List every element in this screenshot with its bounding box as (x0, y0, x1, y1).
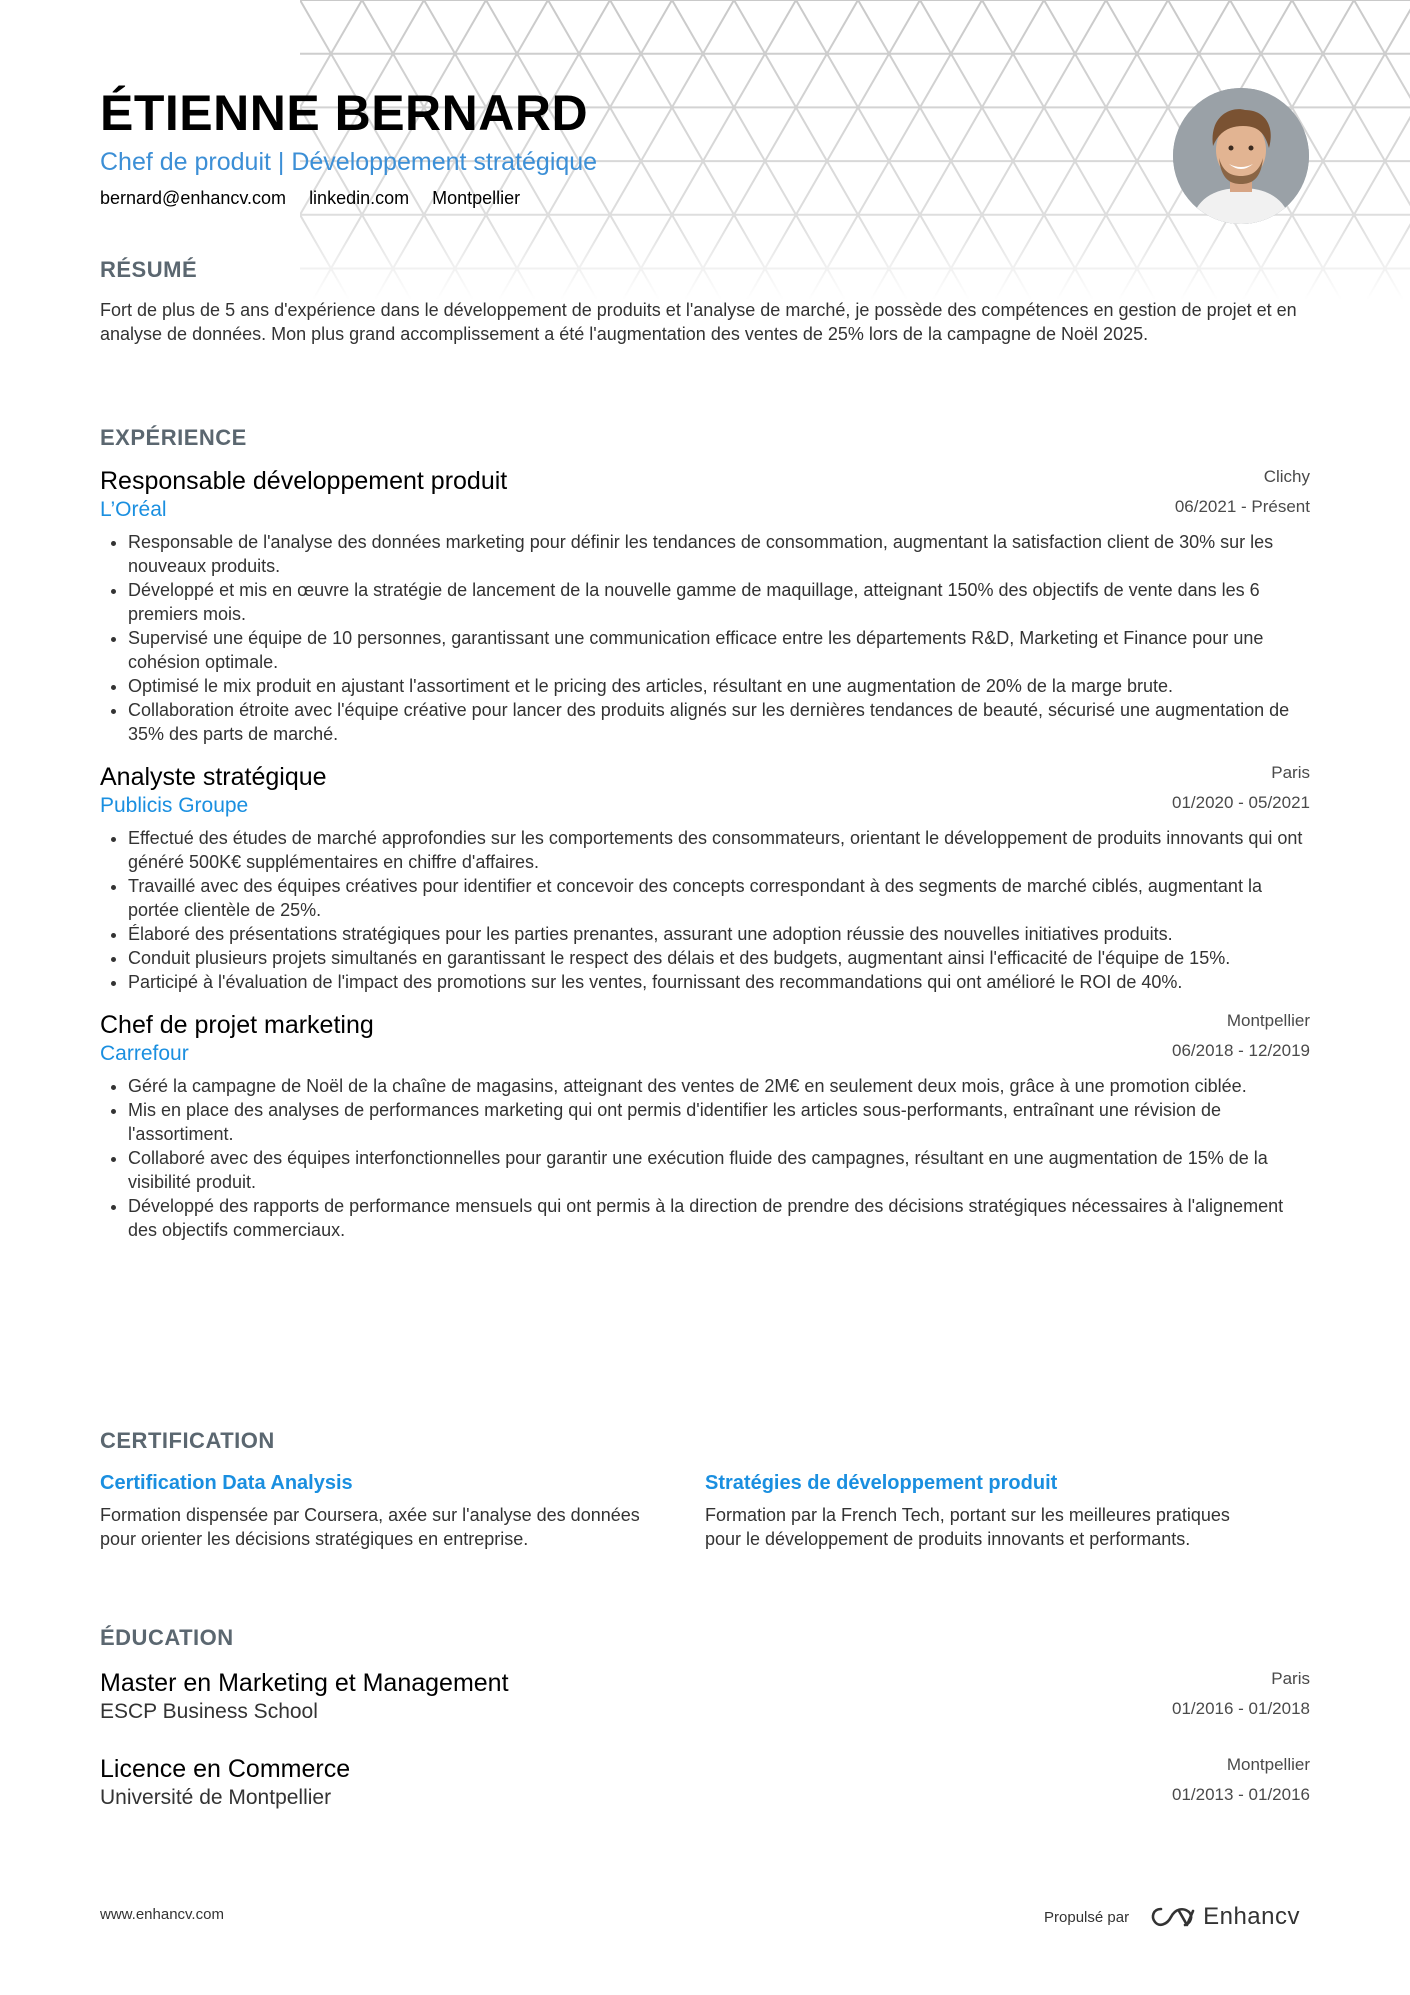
list-item: • Collaboration étroite avec l'équipe créative pour lancer des produits alignés sur les dernières tendances de beauté, sécurisé une augmentation de 35% des parts de marché. (128, 698, 1310, 746)
education-section (100, 1624, 1310, 1812)
job-bullets (100, 1074, 1310, 1242)
footer-url[interactable]: www.enhancv.com (100, 1906, 224, 1923)
linkedin-link[interactable]: linkedin.com (309, 188, 410, 208)
education-item (100, 1754, 1310, 1812)
job-dates: 01/2020 - 05/2021 (1171, 793, 1310, 812)
list-item: • Effectué des études de marché approfondies sur les comportements des consommateurs, orientant le développement de produits innovants qui ont généré 500K€ supplémentaires en chiffre d'affaires. (128, 826, 1310, 874)
list-item: • Travaillé avec des équipes créatives pour identifier et concevoir des concepts correspondant à des segments de marché ciblés, augmentant la portée clientèle de 25%. (128, 874, 1310, 922)
job-dates: 06/2018 - 12/2019 (1171, 1041, 1310, 1060)
job-role: Chef de projet marketing (100, 1011, 374, 1039)
list-item: • Développé et mis en œuvre la stratégie de lancement de la nouvelle gamme de maquillage, atteignant 150% des objectifs de vente dans les 6 premiers mois. (128, 578, 1310, 626)
list-item: • Conduit plusieurs projets simultanés en garantissant le respect des délais et des budgets, augmentant ainsi l'efficacité de l'équipe de 15%. (128, 946, 1310, 970)
candidate-title: Chef de produit | Développement stratégique (100, 148, 598, 176)
certification-section (100, 1427, 1310, 1551)
location-text: Montpellier (432, 188, 521, 208)
summary-text: Fort de plus de 5 ans d'expérience dans le développement de produits et l'analyse de marché, je possède des compétences en gestion de projet et en analyse de données. Mon plus grand accomplissement a été l'augmentation des ventes de 25% lors de la campagne de Noël 2025. (100, 300, 1297, 344)
education-school: Université de Montpellier (100, 1786, 332, 1809)
resume-page (100, 0, 1310, 1995)
certification-item (705, 1469, 1310, 1551)
job-entry (100, 762, 1310, 994)
education-dates: 01/2013 - 01/2016 (1171, 1785, 1310, 1804)
job-entry (100, 466, 1310, 746)
list-item: • Participé à l'évaluation de l'impact des promotions sur les ventes, fournissant des recommandations qui ont amélioré le ROI de 40%. (128, 970, 1310, 994)
avatar (1173, 88, 1309, 224)
list-item: • Optimisé le mix produit en ajustant l'assortiment et le pricing des articles, résultant en une augmentation de 20% de la marge brute. (128, 674, 1310, 698)
list-item: • Développé des rapports de performance mensuels qui ont permis à la direction de prendre des décisions stratégiques nécessaires à l'alignement des objectifs commerciaux. (128, 1194, 1310, 1242)
list-item: • Collaboré avec des équipes interfonctionnelles pour garantir une exécution fluide des campagnes, résultant en une augmentation de 15% de la visibilité produit. (128, 1146, 1310, 1194)
experience-heading: EXPÉRIENCE (100, 425, 247, 450)
education-location: Montpellier (1226, 1755, 1310, 1774)
certification-name: Certification Data Analysis (100, 1472, 353, 1494)
powered-by-text: Propulsé par (1044, 1908, 1130, 1926)
list-item: • Géré la campagne de Noël de la chaîne de magasins, atteignant des ventes de 2M€ en seulement deux mois, grâce à une promotion ciblée. (128, 1074, 1310, 1098)
education-degree: Licence en Commerce (100, 1755, 351, 1783)
job-role: Analyste stratégique (100, 763, 327, 791)
candidate-name: ÉTIENNE BERNARD (100, 85, 589, 141)
certification-heading: CERTIFICATION (100, 1428, 275, 1453)
certification-item (100, 1469, 705, 1551)
summary-heading: RÉSUMÉ (100, 257, 198, 282)
education-degree: Master en Marketing et Management (100, 1669, 509, 1697)
email-link[interactable]: bernard@enhancv.com (100, 188, 287, 208)
education-item (100, 1668, 1310, 1726)
job-location: Montpellier (1226, 1011, 1310, 1030)
job-company: Carrefour (100, 1042, 189, 1065)
education-location: Paris (1271, 1669, 1310, 1688)
job-dates: 06/2021 - Présent (1174, 497, 1310, 516)
summary-section (100, 256, 1310, 346)
education-dates: 01/2016 - 01/2018 (1171, 1699, 1310, 1718)
certification-description: Formation dispensée par Coursera, axée sur l'analyse des données pour orienter les décisions stratégiques en entreprise. (100, 1505, 640, 1549)
education-heading: ÉDUCATION (100, 1625, 234, 1650)
experience-section (100, 424, 1310, 1242)
job-bullets (100, 826, 1310, 994)
job-company: Publicis Groupe (100, 794, 249, 817)
list-item: • Mis en place des analyses de performances marketing qui ont permis d'identifier les articles sous-performants, entraînant une révision de l'assortiment. (128, 1098, 1310, 1146)
contact-info (100, 188, 1110, 209)
certification-description: Formation par la French Tech, portant sur les meilleures pratiques pour le développement de produits innovants et performants. (705, 1505, 1230, 1549)
enhancv-logo[interactable] (1149, 1903, 1300, 1931)
certification-name: Stratégies de développement produit (705, 1472, 1058, 1494)
job-bullets (100, 530, 1310, 746)
job-location: Paris (1271, 763, 1310, 782)
header (100, 82, 1110, 209)
job-role: Responsable développement produit (100, 467, 508, 495)
education-school: ESCP Business School (100, 1700, 318, 1723)
list-item: • Responsable de l'analyse des données marketing pour définir les tendances de consommation, augmentant la satisfaction client de 30% sur les nouveaux produits. (128, 530, 1310, 578)
footer (100, 1902, 1310, 1932)
footer-brand (1044, 1902, 1300, 1932)
list-item: • Élaboré des présentations stratégiques pour les parties prenantes, assurant une adoption réussie des nouvelles initiatives produits. (128, 922, 1310, 946)
list-item: • Supervisé une équipe de 10 personnes, garantissant une communication efficace entre les départements R&D, Marketing et Finance pour une cohésion optimale. (128, 626, 1310, 674)
job-location: Clichy (1263, 467, 1310, 486)
brand-name: Enhancv (1203, 1903, 1300, 1930)
enhancv-logo-icon (1149, 1905, 1195, 1929)
job-company: L’Oréal (100, 498, 167, 521)
job-entry (100, 1010, 1310, 1242)
